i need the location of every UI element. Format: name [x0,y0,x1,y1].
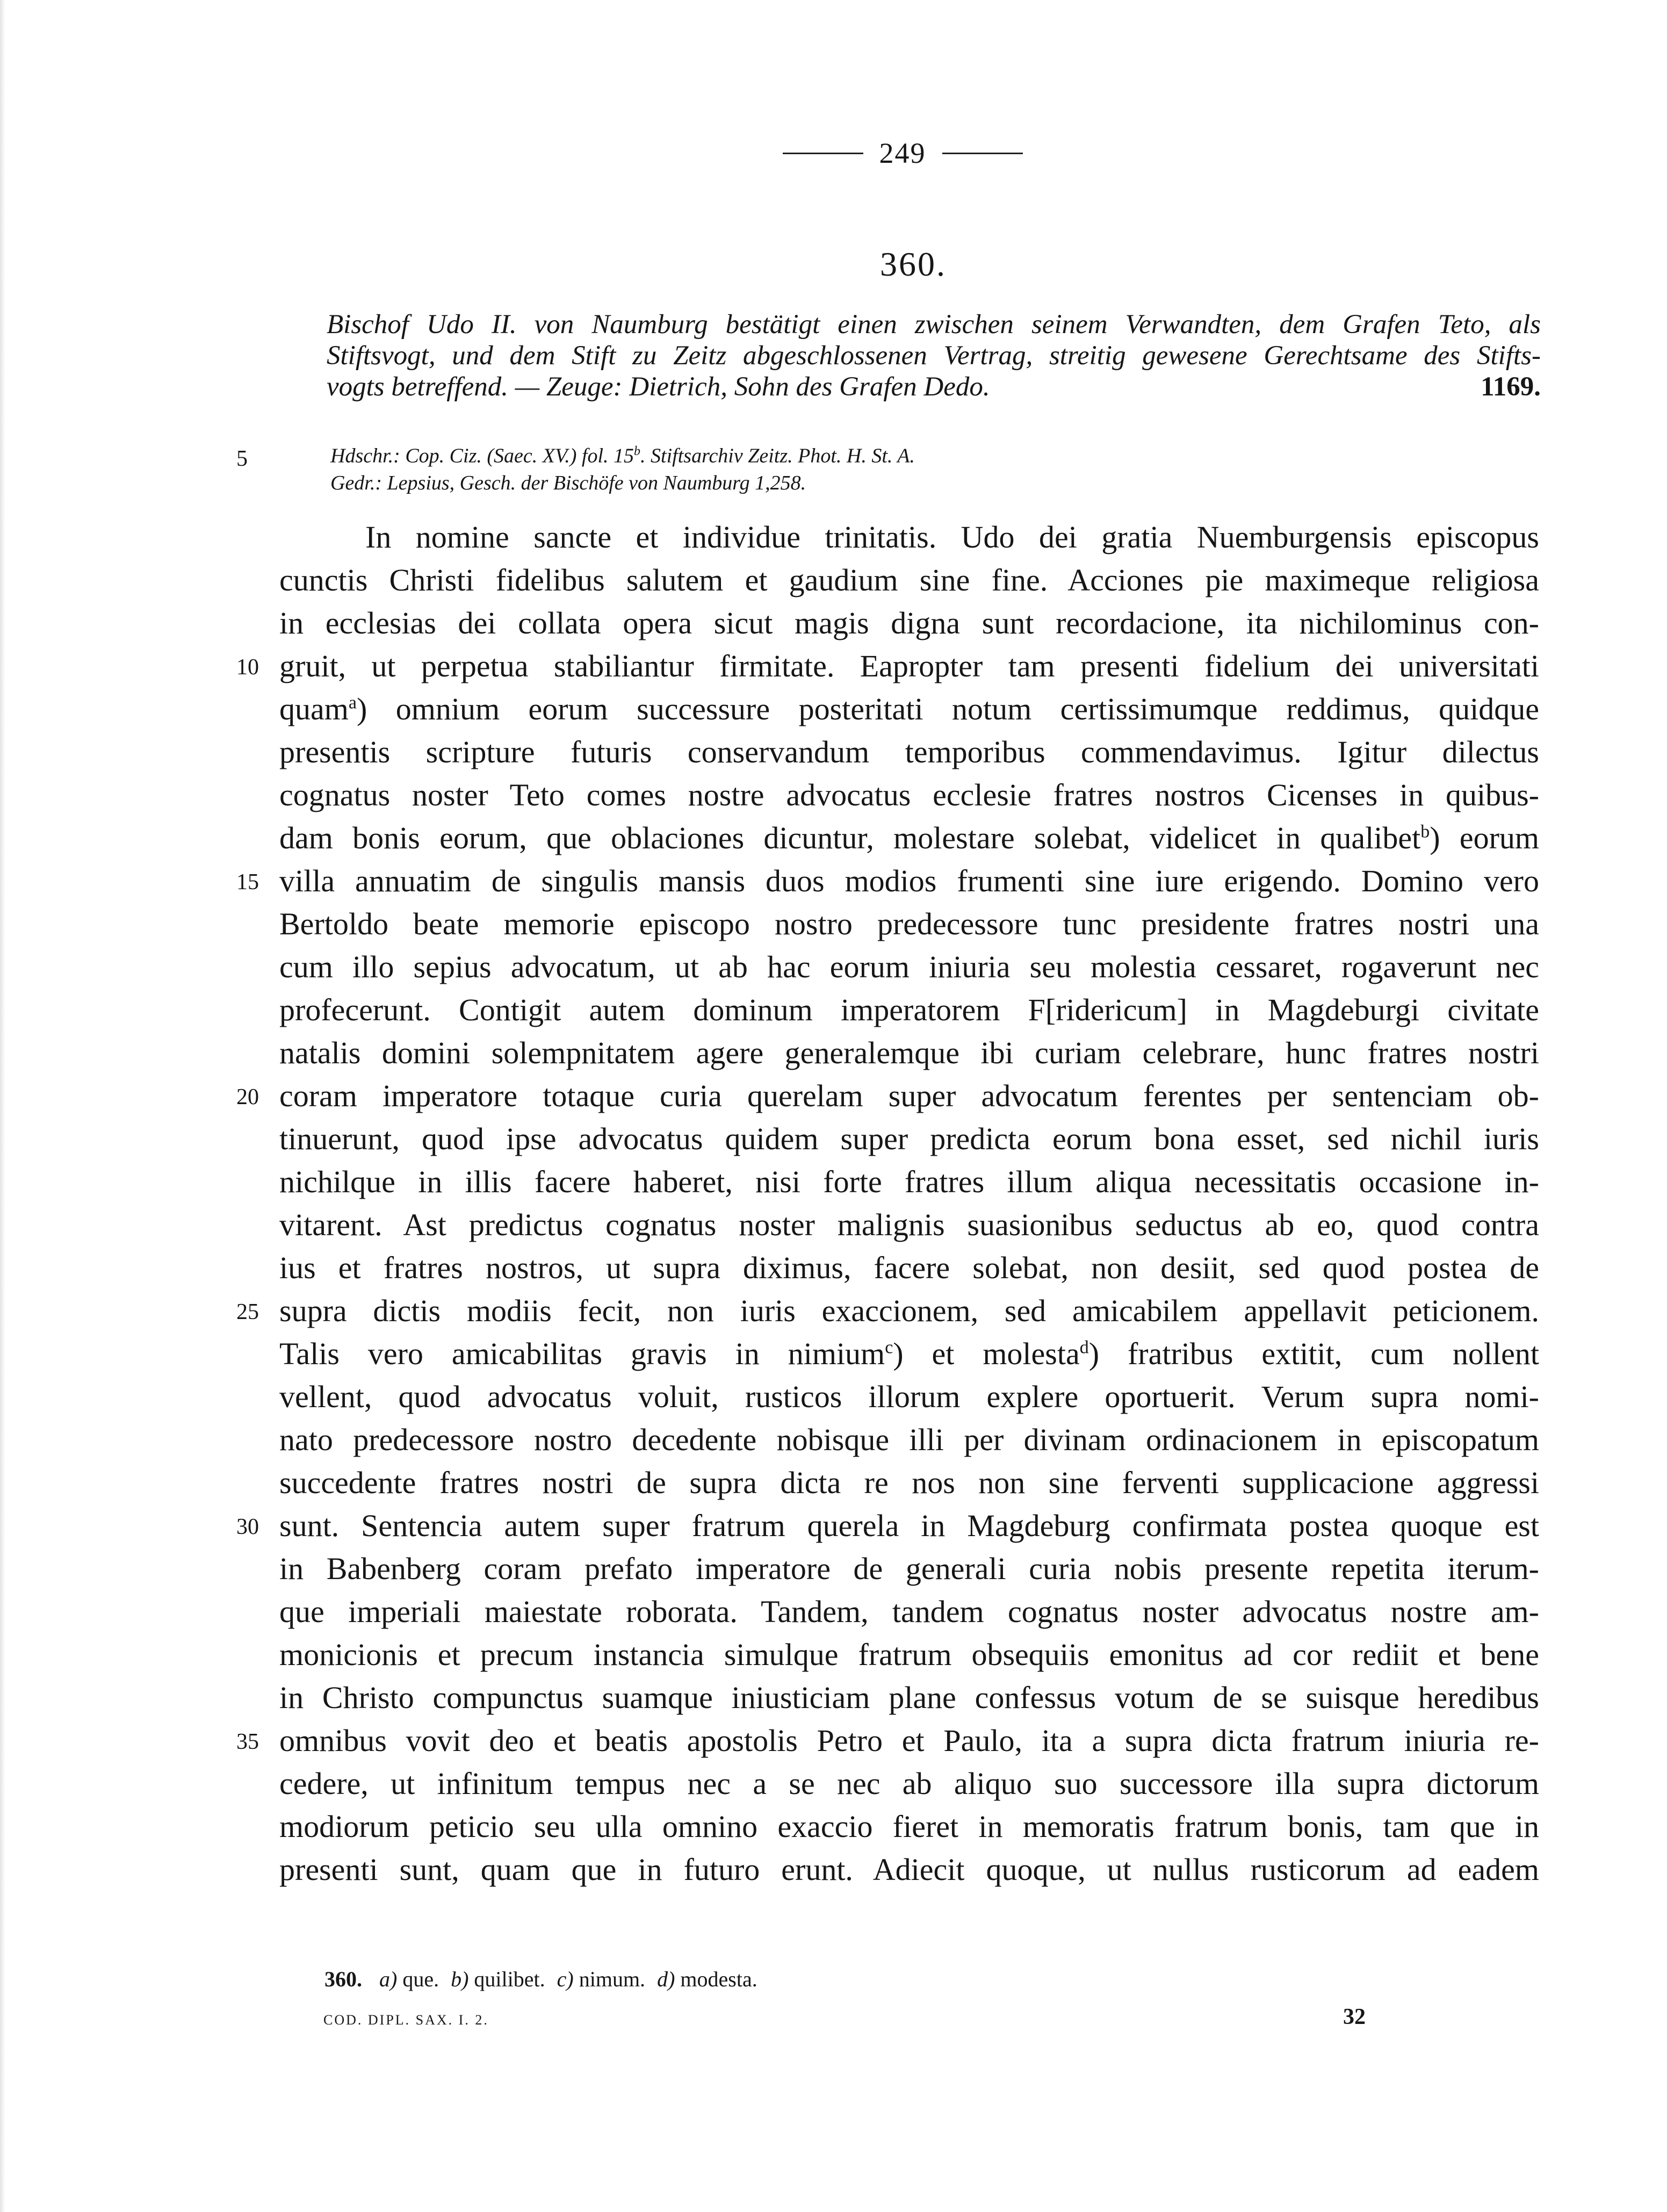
text-segment: In nomine sancte et individue trinitatis. Udo dei gratia Nuemburgensis episcopus [365,520,1539,554]
text-segment: vellent, quod advocatus voluit, rusticos illorum explere oportuerit. Verum supra nomi- [279,1379,1539,1414]
text-line [279,516,1539,559]
text-segment: monicionis et precum instancia simulque fratrum obsequiis emonitus ad cor rediit et bene [279,1637,1539,1672]
text-segment: ) et molesta [893,1336,1080,1371]
footnote-items [367,1967,757,1991]
text-line [279,1118,1539,1161]
regest [327,309,1541,402]
scan-edge [0,0,5,2212]
line-number: 30 [236,1515,259,1539]
line-number: 5 [236,446,248,471]
text-line [279,645,1539,688]
footnote-item [557,1967,645,1991]
text-line [279,903,1539,946]
text-segment: vitarent. Ast predictus cognatus noster malignis suasionibus seductus ab eo, quod contra [279,1207,1539,1242]
text-segment: in Babenberg coram prefato imperatore de generali curia nobis presente repetita iterum- [279,1551,1539,1586]
text-segment: que imperiali maiestate roborata. Tandem, tandem cognatus noster advocatus nostre am- [279,1594,1539,1629]
text-segment: modiorum peticio seu ulla omnino exaccio fieret in memoratis fratrum bonis, tam que in [279,1809,1539,1844]
text-segment: succedente fratres nostri de supra dicta re nos non sine ferventi supplicacione aggressi [279,1465,1539,1500]
footnote-mark: b [1420,822,1430,842]
text-segment: cognatus noster Teto comes nostre advocatus ecclesie fratres nostros Cicenses in quibus- [279,777,1539,812]
text-line [279,602,1539,645]
text-line [279,1418,1539,1461]
footnote-mark: d [1079,1337,1089,1358]
footnote-doc-number: 360. [324,1967,362,1991]
text-segment: ) fratribus extitit, cum nollent [1088,1336,1539,1371]
text-line [279,1204,1539,1246]
text-line [279,1504,1539,1547]
text-segment: cum illo sepius advocatum, ut ab hac eorum iniuria seu molestia cessaret, rogaverunt nec [279,949,1539,984]
footnotes [324,1966,757,1992]
regest-line-text: vogts betreffend. — Zeuge: Dietrich, Sohn des Grafen Dedo. [327,372,990,402]
text-line [279,1075,1539,1118]
footnote-mark: c) [557,1967,574,1991]
text-segment: sunt. Sentencia autem super fratrum querela in Magdeburg confirmata postea quoque est [279,1508,1539,1543]
text-segment: ) omnium eorum successure posteritati notum certissimumque reddimus, quidque [356,691,1539,726]
page-number-right-rule [942,153,1023,154]
text-line [279,1762,1539,1805]
text-segment: presenti sunt, quam que in futuro erunt. Adiecit quoque, ut nullus rusticorum ad eadem [279,1852,1539,1887]
text-segment: Bertoldo beate memorie episcopo nostro predecessore tunc presidente fratres nostri una [279,906,1539,941]
text-segment: gruit, ut perpetua stabiliantur firmitate. Eapropter tam presenti fidelium dei universitati [279,649,1539,683]
text-segment: omnibus vovit deo et beatis apostolis Petro et Paulo, ita a supra dicta fratrum iniuria re- [279,1723,1539,1758]
footnote-item [657,1967,757,1991]
footnote-mark: c [885,1337,893,1358]
page-number-value: 249 [879,137,926,169]
page-number-left-rule [783,153,863,154]
text-line [279,559,1539,602]
text-segment: quam [279,691,349,726]
text-line [279,1590,1539,1633]
printed-label: Gedr.: [330,471,383,494]
text-line [279,1719,1539,1762]
manuscript-line [330,438,1190,470]
text-line [279,1289,1539,1332]
footnote-mark: b) [451,1967,469,1991]
document-number: 360. [880,245,947,283]
text-line [279,1547,1539,1590]
text-segment: dam bonis eorum, que oblaciones dicuntur, molestare solebat, videlicet in qualibet [279,820,1421,855]
regest-line: Bischof Udo II. von Naumburg bestätigt einen zwischen seinem Verwandten, dem Grafen Teto, als [327,309,1541,340]
text-segment: in Christo compunctus suamque iniusticiam plane confessus votum de se suisque heredibus [279,1680,1539,1715]
text-segment: cunctis Christi fidelibus salutem et gaudium sine fine. Acciones pie maximeque religiosa [279,563,1539,597]
manuscript-text: Cop. Ciz. (Saec. XV.) fol. 15 [405,444,634,467]
line-number: 10 [236,655,259,680]
text-line [279,1375,1539,1418]
text-line [279,946,1539,989]
text-line [279,688,1539,731]
text-segment: villa annuatim de singulis mansis duos modios frumenti sine iure erigendo. Domino vero [279,863,1539,898]
text-line [279,1032,1539,1075]
printed-text: Lepsius, Gesch. der Bischöfe von Naumburg 1,258. [387,471,806,494]
text-segment: nato predecessore nostro decedente nobisque illi per divinam ordinacionem in episcopatum [279,1422,1539,1457]
text-line [279,817,1539,860]
text-segment: natalis domini solempnitatem agere generalemque ibi curiam celebrare, hunc fratres nostri [279,1035,1539,1070]
text-segment: nichilque in illis facere haberet, nisi forte fratres illum aliqua necessitatis occasione in- [279,1164,1539,1199]
footnote-mark: d) [657,1967,675,1991]
footnote-text: modesta. [675,1967,757,1991]
text-segment: presentis scripture futuris conservandum temporibus commendavimus. Igitur dilectus [279,734,1539,769]
text-line [279,731,1539,774]
signature-number: 32 [1343,2005,1366,2029]
text-segment: coram imperatore totaque curia querelam super advocatum ferentes per sentenciam ob- [279,1078,1539,1113]
manuscript-label: Hdschr.: [330,444,400,467]
manuscript-rest: . Stiftsarchiv Zeitz. Phot. H. St. A. [640,444,915,467]
regest-line: Stiftsvogt, und dem Stift zu Zeitz abgeschlossenen Vertrag, streitig gewesene Gerechtsame des Stifts- [327,341,1541,371]
text-line [279,989,1539,1032]
line-number: 20 [236,1085,259,1109]
signature-code: COD. DIPL. SAX. I. 2. [323,2012,489,2028]
text-line [279,1676,1539,1719]
footnote-mark: a) [379,1967,398,1991]
line-number: 35 [236,1730,259,1754]
footnote-text: que. [397,1967,439,1991]
footnote-text: quilibet. [468,1967,545,1991]
charter-text [279,516,1539,1891]
footnote-mark: a [348,693,357,713]
text-line [279,1246,1539,1289]
page-number [752,134,1053,172]
regest-date: 1169. [1481,372,1541,402]
text-segment: supra dictis modiis fecit, non iuris exaccionem, sed amicabilem appellavit peticionem. [279,1293,1539,1328]
footnote-item [379,1967,439,1991]
text-line [279,1633,1539,1676]
printed-line [330,470,1190,496]
text-segment: profecerunt. Contigit autem dominum imperatorem F[ridericum] in Magdeburgi civitate [279,992,1539,1027]
text-line [279,1332,1539,1375]
text-segment: in ecclesias dei collata opera sicut magis digna sunt recordacione, ita nichilominus con- [279,606,1539,640]
text-segment: ius et fratres nostros, ut supra diximus, facere solebat, non desiit, sed quod postea de [279,1250,1539,1285]
text-line [279,1161,1539,1204]
footnote-item [451,1967,545,1991]
footnote-text: nimum. [573,1967,646,1991]
text-segment: ) eorum [1430,820,1539,855]
text-segment: cedere, ut infinitum tempus nec a se nec ab aliquo suo successore illa supra dictorum [279,1766,1539,1801]
text-segment: Talis vero amicabilitas gravis in nimium [279,1336,885,1371]
text-line [279,1461,1539,1504]
sources-note [330,438,1190,496]
text-line [279,1848,1539,1891]
manuscript-sup: b [634,444,641,458]
line-number: 25 [236,1300,259,1324]
regest-line [327,371,1541,402]
text-line [279,1805,1539,1848]
text-line [279,774,1539,817]
line-number: 15 [236,870,259,895]
text-line [279,860,1539,903]
text-segment: tinuerunt, quod ipse advocatus quidem super predicta eorum bona esset, sed nichil iuris [279,1121,1539,1156]
